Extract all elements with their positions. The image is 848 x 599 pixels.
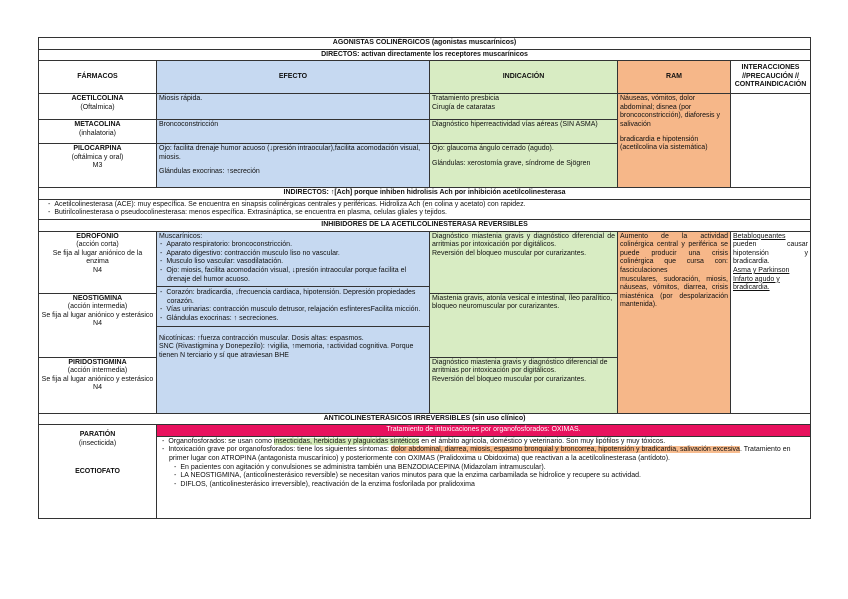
- drug-acetilcolina: [39, 94, 157, 120]
- efecto-acetilcolina: Miosis rápida.: [157, 94, 430, 120]
- indicacion-line: Reversión del bloqueo muscular por curarizantes.: [432, 375, 587, 383]
- indicacion-line: Reversión del bloqueo muscular por curarizantes.: [432, 249, 587, 257]
- header-farmacos: FÁRMACOS: [39, 61, 157, 94]
- interaccion-line: Betabloqueantes: [733, 232, 786, 240]
- efecto-reversibles: [157, 231, 430, 413]
- indicacion-line-2: Glándulas: xerostomía grave, síndrome de Sjögren: [432, 159, 591, 167]
- ram-text-2: bradicardia e hipotensión (acetilcolina vía sistemática): [620, 135, 708, 152]
- drug-line: N4: [93, 384, 102, 392]
- drug-route: (oftálmica y oral): [71, 153, 124, 161]
- list-item: - Vías urinarias: contracción musculo detrusor, relajación esfínteresFacilita micción.: [167, 306, 427, 315]
- drug-piridostigmina: [39, 357, 157, 413]
- drug-name: PIRIDOSTIGMINA: [68, 358, 127, 366]
- directos-heading: DIRECTOS: activan directamente los receptores muscarínicos: [39, 49, 811, 61]
- drug-name: PARATIÓN: [79, 431, 116, 439]
- indicacion-pilocarpina: [430, 144, 618, 188]
- drug-line: (acción intermedia): [67, 367, 128, 375]
- nicotinicas-line: Nicotínicas: ↑fuerza contracción muscular. Dosis altas: espasmos.: [159, 334, 364, 342]
- text-run: Intoxicación grave por organofosforados: tiene los siguientes síntomas:: [168, 446, 391, 454]
- drug-name: ACETILCOLINA: [71, 95, 124, 103]
- tratamiento-heading: Tratamiento de intoxicaciones por organofosforados: OXIMAS.: [157, 425, 811, 437]
- drug-line: Se fija al lugar aniónico y esterásico: [41, 375, 154, 383]
- indicacion-line: Ojo: glaucoma ángulo cerrado (agudo).: [432, 145, 554, 153]
- indirectos-heading: INDIRECTOS: ↑[Ach] porque inhiben hidrolisis Ach por inhibición acetilcolinesterasa: [39, 188, 811, 200]
- indicacion-metacolina: Diagnóstico hiperreactividad vías aéreas (SIN ASMA): [430, 120, 618, 144]
- drug-line: Se fija al lugar aniónico de la enzima: [52, 249, 143, 266]
- drug-metacolina: [39, 120, 157, 144]
- ram-text: Náuseas, vómitos, dolor abdominal; disnea (por broncoconstricción), diaforesis y salivación: [620, 95, 720, 128]
- drug-line: (acción intermedia): [67, 303, 128, 311]
- table-title: AGONISTAS COLINÉRGICOS (agonistas muscarínicos): [39, 38, 811, 50]
- drug-route: (Oftalmica): [80, 103, 115, 111]
- drug-name: NEOSTIGMINA: [72, 294, 123, 302]
- list-item: - Ojo: miosis, facilita acomodación visual, ↓presión intraocular porque facilita el drenaje del humor acuoso.: [167, 267, 427, 284]
- header-efecto: EFECTO: [157, 61, 430, 94]
- list-item: [169, 446, 808, 463]
- efecto-pilocarpina: [157, 144, 430, 188]
- drug-route: (inhalatoria): [79, 129, 116, 137]
- drug-edrofonio: [39, 231, 157, 293]
- efecto-line-2: Glándulas exocrinas: ↑secreción: [159, 168, 260, 176]
- list-item: - Corazón: bradicardia, ↓frecuencia cardiaca, hipotensión. Depresión propiedades corazón.: [167, 289, 427, 306]
- list-item: [169, 438, 808, 447]
- ram-directos: [618, 94, 731, 188]
- interacciones-reversibles: [731, 231, 811, 413]
- ram-text: Aumento de la actividad colinérgica central y periférica se puede producir una crisis colinérgica que cursa con: fasciculaciones: [620, 232, 728, 274]
- drug-neostigmina: [39, 293, 157, 357]
- drug-line: N4: [93, 266, 102, 274]
- irreversibles-drugs: [39, 425, 157, 519]
- list-item: - LA NEOSTIGMINA, (anticolinesterásico reversible) se necesitan varios minutos para que la enzima carbamilada se hidrolice y recupere su actividad.: [181, 472, 808, 481]
- drug-name: METACOLINA: [74, 121, 121, 129]
- highlight-sintomas: dolor abdominal, diarrea, miosis, espasmo bronquial y broncorrea, hipotensión y bradicardia, salivación excesiva: [390, 446, 740, 454]
- enzimas-list: [39, 199, 811, 219]
- reversibles-heading: INHIBIDORES DE LA ACETILCOLINESTERASA REVERSIBLES: [39, 219, 811, 231]
- list-item: - Musculo liso vascular: vasodilatación.: [167, 258, 427, 267]
- ram-text-2: musculares, sudoración, miosis, náuseas, vómitos, diarrea, crisis miasténica (por despolarización mantenida).: [620, 275, 728, 309]
- list-item: - Aparato digestivo: contracción musculo liso no vascular.: [167, 250, 427, 259]
- irreversibles-heading: ANTICOLINESTERÁSICOS IRREVERSIBLES (sin uso clínico): [39, 413, 811, 425]
- interacciones-directos: [731, 94, 811, 188]
- ram-reversibles: [618, 231, 731, 413]
- drug-pilocarpina: [39, 144, 157, 188]
- efecto-metacolina: Broncoconstricción: [157, 120, 430, 144]
- indicacion-line: Cirugía de cataratas: [432, 103, 496, 111]
- muscarinicos-label: Muscarínicos:: [159, 232, 203, 240]
- indicacion-line: Diagnóstico miastenia gravis y diagnóstico diferencial de arritmias por intoxicación por digitálicos.: [432, 232, 615, 249]
- efecto-line: Ojo: facilita drenaje humor acuoso (↓presión intraocular),facilita acomodación visual, miosis.: [159, 145, 421, 161]
- indicacion-piridostigmina: [430, 357, 618, 413]
- drug-receptor: M3: [92, 162, 103, 170]
- header-interacciones: INTERACCIONES //PRECAUCIÓN // CONTRAINDICACIÓN: [731, 61, 811, 94]
- drug-name: PILOCARPINA: [73, 145, 122, 153]
- text-run: en el ámbito agrícola, doméstico y veterinario. Son muy lipófilos y muy tóxicos.: [419, 437, 666, 445]
- pharmacology-table: [38, 37, 811, 519]
- drug-line: (acción corta): [76, 241, 119, 249]
- drug-name: ECOTIOFATO: [75, 468, 120, 476]
- header-indicacion: INDICACIÓN: [430, 61, 618, 94]
- organofosforados-text: [157, 436, 811, 518]
- header-ram: RAM: [618, 61, 731, 94]
- list-item: - En pacientes con agitación y convulsiones se administra también una BENZODIACEPINA (Midazolam intramuscular).: [181, 464, 808, 473]
- highlight-usos: insecticidas, herbicidas y plaguicidas sintéticos: [273, 437, 420, 445]
- indicacion-acetilcolina: [430, 94, 618, 120]
- list-item: - DIFLOS, (anticolinesterásico irreversible), reactivación de la enzima fosforilada por pralidoxima: [181, 481, 808, 490]
- drug-line: N4: [93, 320, 102, 328]
- list-item: - Acetilcolinesterasa (ACE): muy específica. Se encuentra en sinapsis colinérgicas centrales y periféricas. Hidroliza Ach (en colina y acetato) con rapidez.: [55, 201, 808, 210]
- text-run: Organofosforados: se usan como: [168, 437, 274, 445]
- indicacion-line: Tratamiento presbicia: [432, 95, 500, 103]
- snc-line: SNC (Rivastigmina y Donepezilo): ↑vigilia, ↑memoria, ↑actividad cognitiva. Porque tienen N terciario y sí que atraviesan BHE: [159, 343, 414, 359]
- drug-route: (insecticida): [78, 439, 117, 447]
- drug-line: Se fija al lugar aniónico y esterásico: [41, 311, 154, 319]
- drug-name: EDROFONIO: [76, 232, 119, 240]
- interaccion-line: pueden causar hipotensión y bradicardia.: [733, 241, 809, 266]
- indicacion-neostigmina: Miastenia gravis, atonía vesical e intestinal, íleo paralítico, bloqueo neuromuscular por curarizantes.: [430, 293, 618, 357]
- list-item: - Glándulas exocrinas: ↑ secreciones.: [167, 315, 427, 324]
- indicacion-line: Diagnóstico miastenia gravis y diagnóstico diferencial de arritmias por intoxicación por digitálicos.: [432, 358, 608, 375]
- list-item: - Butirilcolinesterasa o pseudocolinesterasa: menos específica. Extrasináptica, se encuentra en plasma, celulas gliales y tejidos.: [55, 209, 808, 218]
- list-item: - Aparato respiratorio: broncoconstricción.: [167, 241, 427, 250]
- interaccion-line: Infarto agudo y bradicardia.: [733, 275, 780, 292]
- indicacion-edrofonio: [430, 231, 618, 293]
- interaccion-line: Asma y Parkinson: [733, 266, 790, 274]
- text-run: . Tratamiento en primer lugar con ATROPINA (antagonista muscarínico) y posteriormente con OXIMAS (Pralidoxima u Obidoxima) que reactivan a la acetilcolinesterasa (antídoto).: [169, 446, 791, 462]
- document-page: [38, 37, 810, 519]
